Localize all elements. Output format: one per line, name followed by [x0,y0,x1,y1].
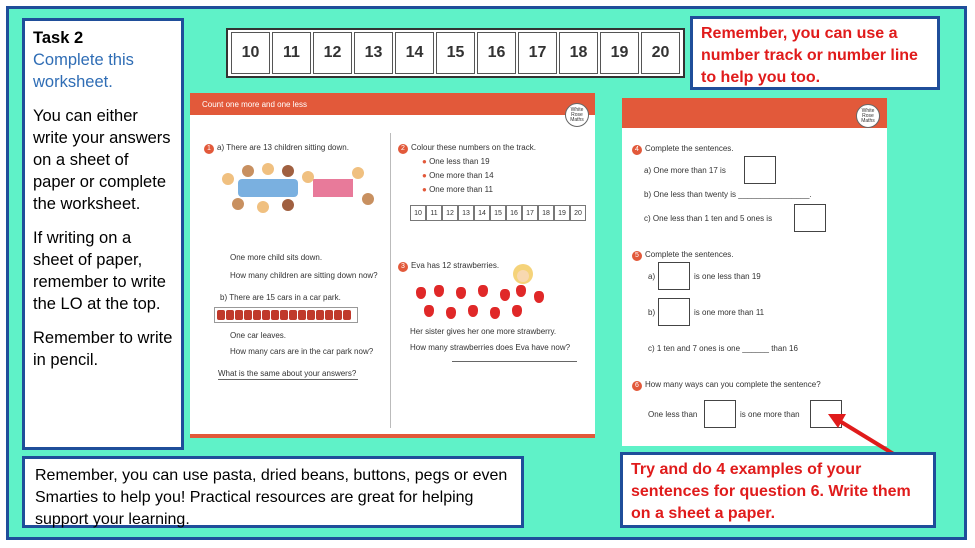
small-track-cell[interactable]: 15 [490,205,506,221]
task-paragraph-1: You can either write your answers on a sheet of paper or complete the worksheet. [33,107,171,213]
q3-text: Eva has 12 strawberries. [411,261,500,270]
eva-face-illustration [510,261,536,287]
worksheet-footer [190,434,595,438]
number-track-cell: 20 [641,32,680,74]
small-track-cell[interactable]: 11 [426,205,442,221]
answer-line [452,361,577,362]
question-number: 1 [204,144,214,154]
q5c-text: c) 1 ten and 7 ones is one ______ than 16 [648,344,798,353]
small-number-track [410,205,586,221]
q1a-text: a) There are 13 children sitting down. [217,143,349,152]
number-track [226,28,685,78]
column-divider [390,133,391,428]
task-box [22,18,184,450]
q5a-text: is one less than 19 [694,272,761,281]
answer-box[interactable] [704,400,736,428]
q5b-label: b) [648,308,656,317]
q2-item-2: One more than 14 [429,171,494,180]
worksheet-header [622,98,887,128]
q2-text: Colour these numbers on the track. [411,143,536,152]
small-track-cell[interactable]: 17 [522,205,538,221]
q1b-line1: One car leaves. [230,331,287,340]
small-track-cell[interactable]: 12 [442,205,458,221]
small-track-cell[interactable]: 10 [410,205,426,221]
number-track-cell: 19 [600,32,639,74]
number-track-cell: 14 [395,32,434,74]
q4b-text: b) One less than twenty is ________________. [644,190,812,199]
question-number: 6 [632,381,642,391]
q1a-line2: How many children are sitting down now? [230,271,378,280]
number-track-cell: 16 [477,32,516,74]
q5b-text: is one more than 11 [694,308,765,317]
q3-line2: How many strawberries does Eva have now? [410,343,571,352]
children-at-tables-illustration [208,159,383,219]
number-track-cell: 11 [272,32,311,74]
car-park-illustration [214,307,358,323]
q4-text: Complete the sentences. [645,144,734,153]
answer-box[interactable] [794,204,826,232]
q2-item-1: One less than 19 [429,157,490,166]
number-track-cell: 17 [518,32,557,74]
q1b-text: b) There are 15 cars in a car park. [220,293,341,302]
worksheet-header [190,93,595,115]
q3-line1: Her sister gives her one more strawberry. [410,327,557,336]
white-rose-logo: White Rose Maths [856,104,880,128]
answer-line [218,379,358,380]
small-track-cell[interactable]: 19 [554,205,570,221]
small-track-cell[interactable]: 14 [474,205,490,221]
q1c-text: What is the same about your answers? [218,369,357,378]
white-rose-logo: White Rose Maths [565,103,589,127]
question-number: 2 [398,144,408,154]
number-track-cell: 10 [231,32,270,74]
task-paragraph-2: If writing on a sheet of paper, remember to write the LO at the top. [33,229,166,313]
small-track-cell[interactable]: 18 [538,205,554,221]
q6-text: How many ways can you complete the sentence? [645,380,821,389]
small-track-cell[interactable]: 20 [570,205,586,221]
answer-box[interactable] [658,262,690,290]
question-number: 5 [632,251,642,261]
worksheet-page-1: Count one more and one less White Rose Maths 1 a) There are 13 children sitting down. One more child sits down. How many children are sitting down now? b) There are 15 cars in a car park. One car leaves. How many cars are in the car park now? What is the same about your answers? 2 Colour these numbers on the track. ● One less than 19 ● One more than 14 ● One more than 11 10 11 12 13 14 15 16 17 18 19 20 3 Eva has 12 strawberries. Her sister gives her one more strawberry. How many strawberries does Eva have now? [190,93,595,438]
question-number: 3 [398,262,408,272]
small-track-cell[interactable]: 16 [506,205,522,221]
task-title: Task 2 [33,29,84,47]
q4c-text: c) One less than 1 ten and 5 ones is [644,214,773,223]
worksheet-header-title: Count one more and one less [202,100,307,109]
q6-left-text: One less than [648,410,698,419]
number-track-cell: 12 [313,32,352,74]
q1b-line2: How many cars are in the car park now? [230,347,374,356]
question-6-instruction: Try and do 4 examples of your sentences for question 6. Write them on a sheet a paper. [620,452,936,528]
q6-mid-text: is one more than [740,410,800,419]
q4a-text: a) One more than 17 is [644,166,726,175]
number-line-reminder: Remember, you can use a number track or number line to help you too. [690,16,940,90]
task-paragraph-3: Remember to write in pencil. [33,329,173,369]
q1a-line1: One more child sits down. [230,253,323,262]
q5a-label: a) [648,272,656,281]
number-track-cell: 18 [559,32,598,74]
worksheet-page-2 [622,98,887,446]
question-number: 4 [632,145,642,155]
answer-box[interactable] [658,298,690,326]
task-subtitle: Complete this worksheet. [33,51,134,91]
answer-box[interactable] [744,156,776,184]
practical-resources-tip: Remember, you can use pasta, dried beans, buttons, pegs or even Smarties to help you! Practical resources are great for helping support your learning. [22,456,524,528]
small-track-cell[interactable]: 13 [458,205,474,221]
number-track-cell: 13 [354,32,393,74]
number-track-cell: 15 [436,32,475,74]
q5-text: Complete the sentences. [645,250,734,259]
q2-item-3: One more than 11 [429,185,493,194]
